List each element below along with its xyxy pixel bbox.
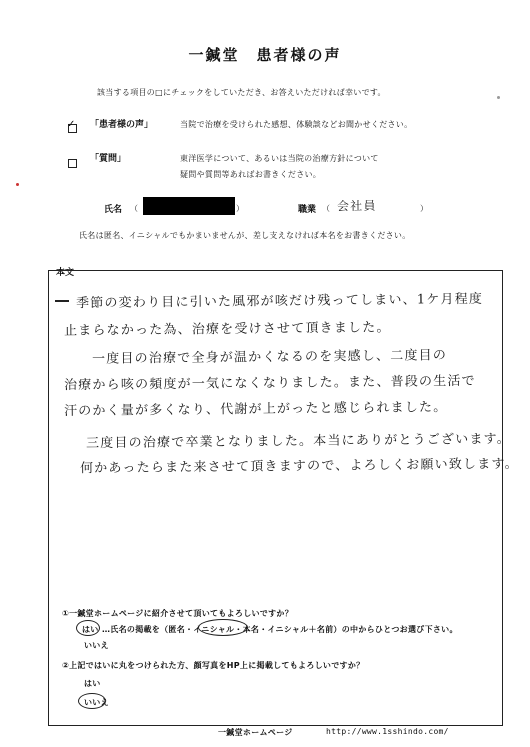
occupation-paren-close: ） bbox=[420, 204, 429, 213]
question-2-text: ②上記ではいに丸をつけられた方、顔写真をHP上に掲載してもよろしいですか？ bbox=[62, 661, 365, 670]
instructions-text: 該当する項目の□にチェックをしていただき、お答えいただければ幸いです。 bbox=[97, 88, 386, 97]
handwritten-line-6: 三度目の治療で卒業となりました。本当にありがとうございます。 bbox=[85, 431, 512, 452]
handwritten-line-1: 季節の変わり目に引いた風邪が咳だけ残ってしまい、1ケ月程度 bbox=[75, 291, 484, 312]
option-voice-description: 当院で治療を受けられた感想、体験談などお聞かせください。 bbox=[180, 120, 413, 129]
option-question-checkbox[interactable] bbox=[68, 153, 77, 172]
question-1-yes-detail: …氏名の掲載を（匿名・イニシャル・本名・イニシャル＋名前）の中からひとつお選び下さい。 bbox=[102, 625, 458, 634]
handwritten-line-4: 治療から咳の頻度が一気になくなりました。また、普段の生活で bbox=[63, 373, 476, 394]
stray-speck bbox=[497, 96, 500, 99]
occupation-label: 職業 bbox=[298, 205, 317, 215]
circled-no-mark bbox=[78, 693, 106, 709]
footer-url[interactable]: http://www.1sshindo.com/ bbox=[326, 727, 449, 736]
strikethrough-mark bbox=[55, 300, 69, 302]
option-voice-checkbox[interactable] bbox=[68, 118, 77, 137]
option-question-description-1: 東洋医学について、あるいは当院の治療方針について bbox=[180, 154, 379, 163]
occupation-value: 会社員 bbox=[336, 198, 377, 214]
option-question-label: 「質問」 bbox=[90, 154, 127, 164]
handwritten-line-2: 止まらなかった為、治療を受けさせて頂きました。 bbox=[63, 320, 391, 339]
circled-initial-mark bbox=[198, 619, 248, 636]
name-note: 氏名は匿名、イニシャルでもかまいませんが、差し支えなければ本名をお書きください。 bbox=[79, 231, 411, 240]
redacted-name bbox=[143, 197, 235, 215]
option-question-description-2: 疑問や質問等あればお書きください。 bbox=[180, 170, 322, 179]
question-1-no[interactable]: いいえ bbox=[84, 641, 109, 650]
stray-speck bbox=[16, 183, 19, 186]
checkmark-icon: ✓ bbox=[67, 119, 76, 130]
handwritten-line-3: 一度目の治療で全身が温かくなるのを実感し、二度目の bbox=[91, 348, 448, 367]
handwritten-line-7: 何かあったらまた来させて頂きますので、よろしくお願い致します。 bbox=[79, 456, 519, 477]
question-2-yes[interactable]: はい bbox=[84, 679, 101, 688]
question-1-yes[interactable]: はい bbox=[82, 625, 99, 634]
question-2-no[interactable]: いいえ bbox=[84, 698, 109, 707]
name-label: 氏名 bbox=[104, 205, 123, 215]
name-paren-close: ） bbox=[236, 204, 245, 213]
option-voice-label: 「患者様の声」 bbox=[90, 120, 154, 130]
occupation-paren-open: （ bbox=[322, 204, 331, 213]
question-1-text: ①一鍼堂ホームページに紹介させて頂いてもよろしいですか？ bbox=[62, 609, 294, 618]
footer-site-name: 一鍼堂ホームページ bbox=[218, 728, 293, 737]
circled-yes-mark bbox=[76, 620, 100, 636]
page-title: 一鍼堂 患者様の声 bbox=[188, 46, 342, 64]
body-heading: 本文 bbox=[56, 268, 75, 278]
body-box bbox=[48, 270, 503, 726]
handwritten-line-5: 汗のかく量が多くなり、代謝が上がったと感じられました。 bbox=[63, 399, 448, 420]
name-paren-open: （ bbox=[130, 204, 139, 213]
